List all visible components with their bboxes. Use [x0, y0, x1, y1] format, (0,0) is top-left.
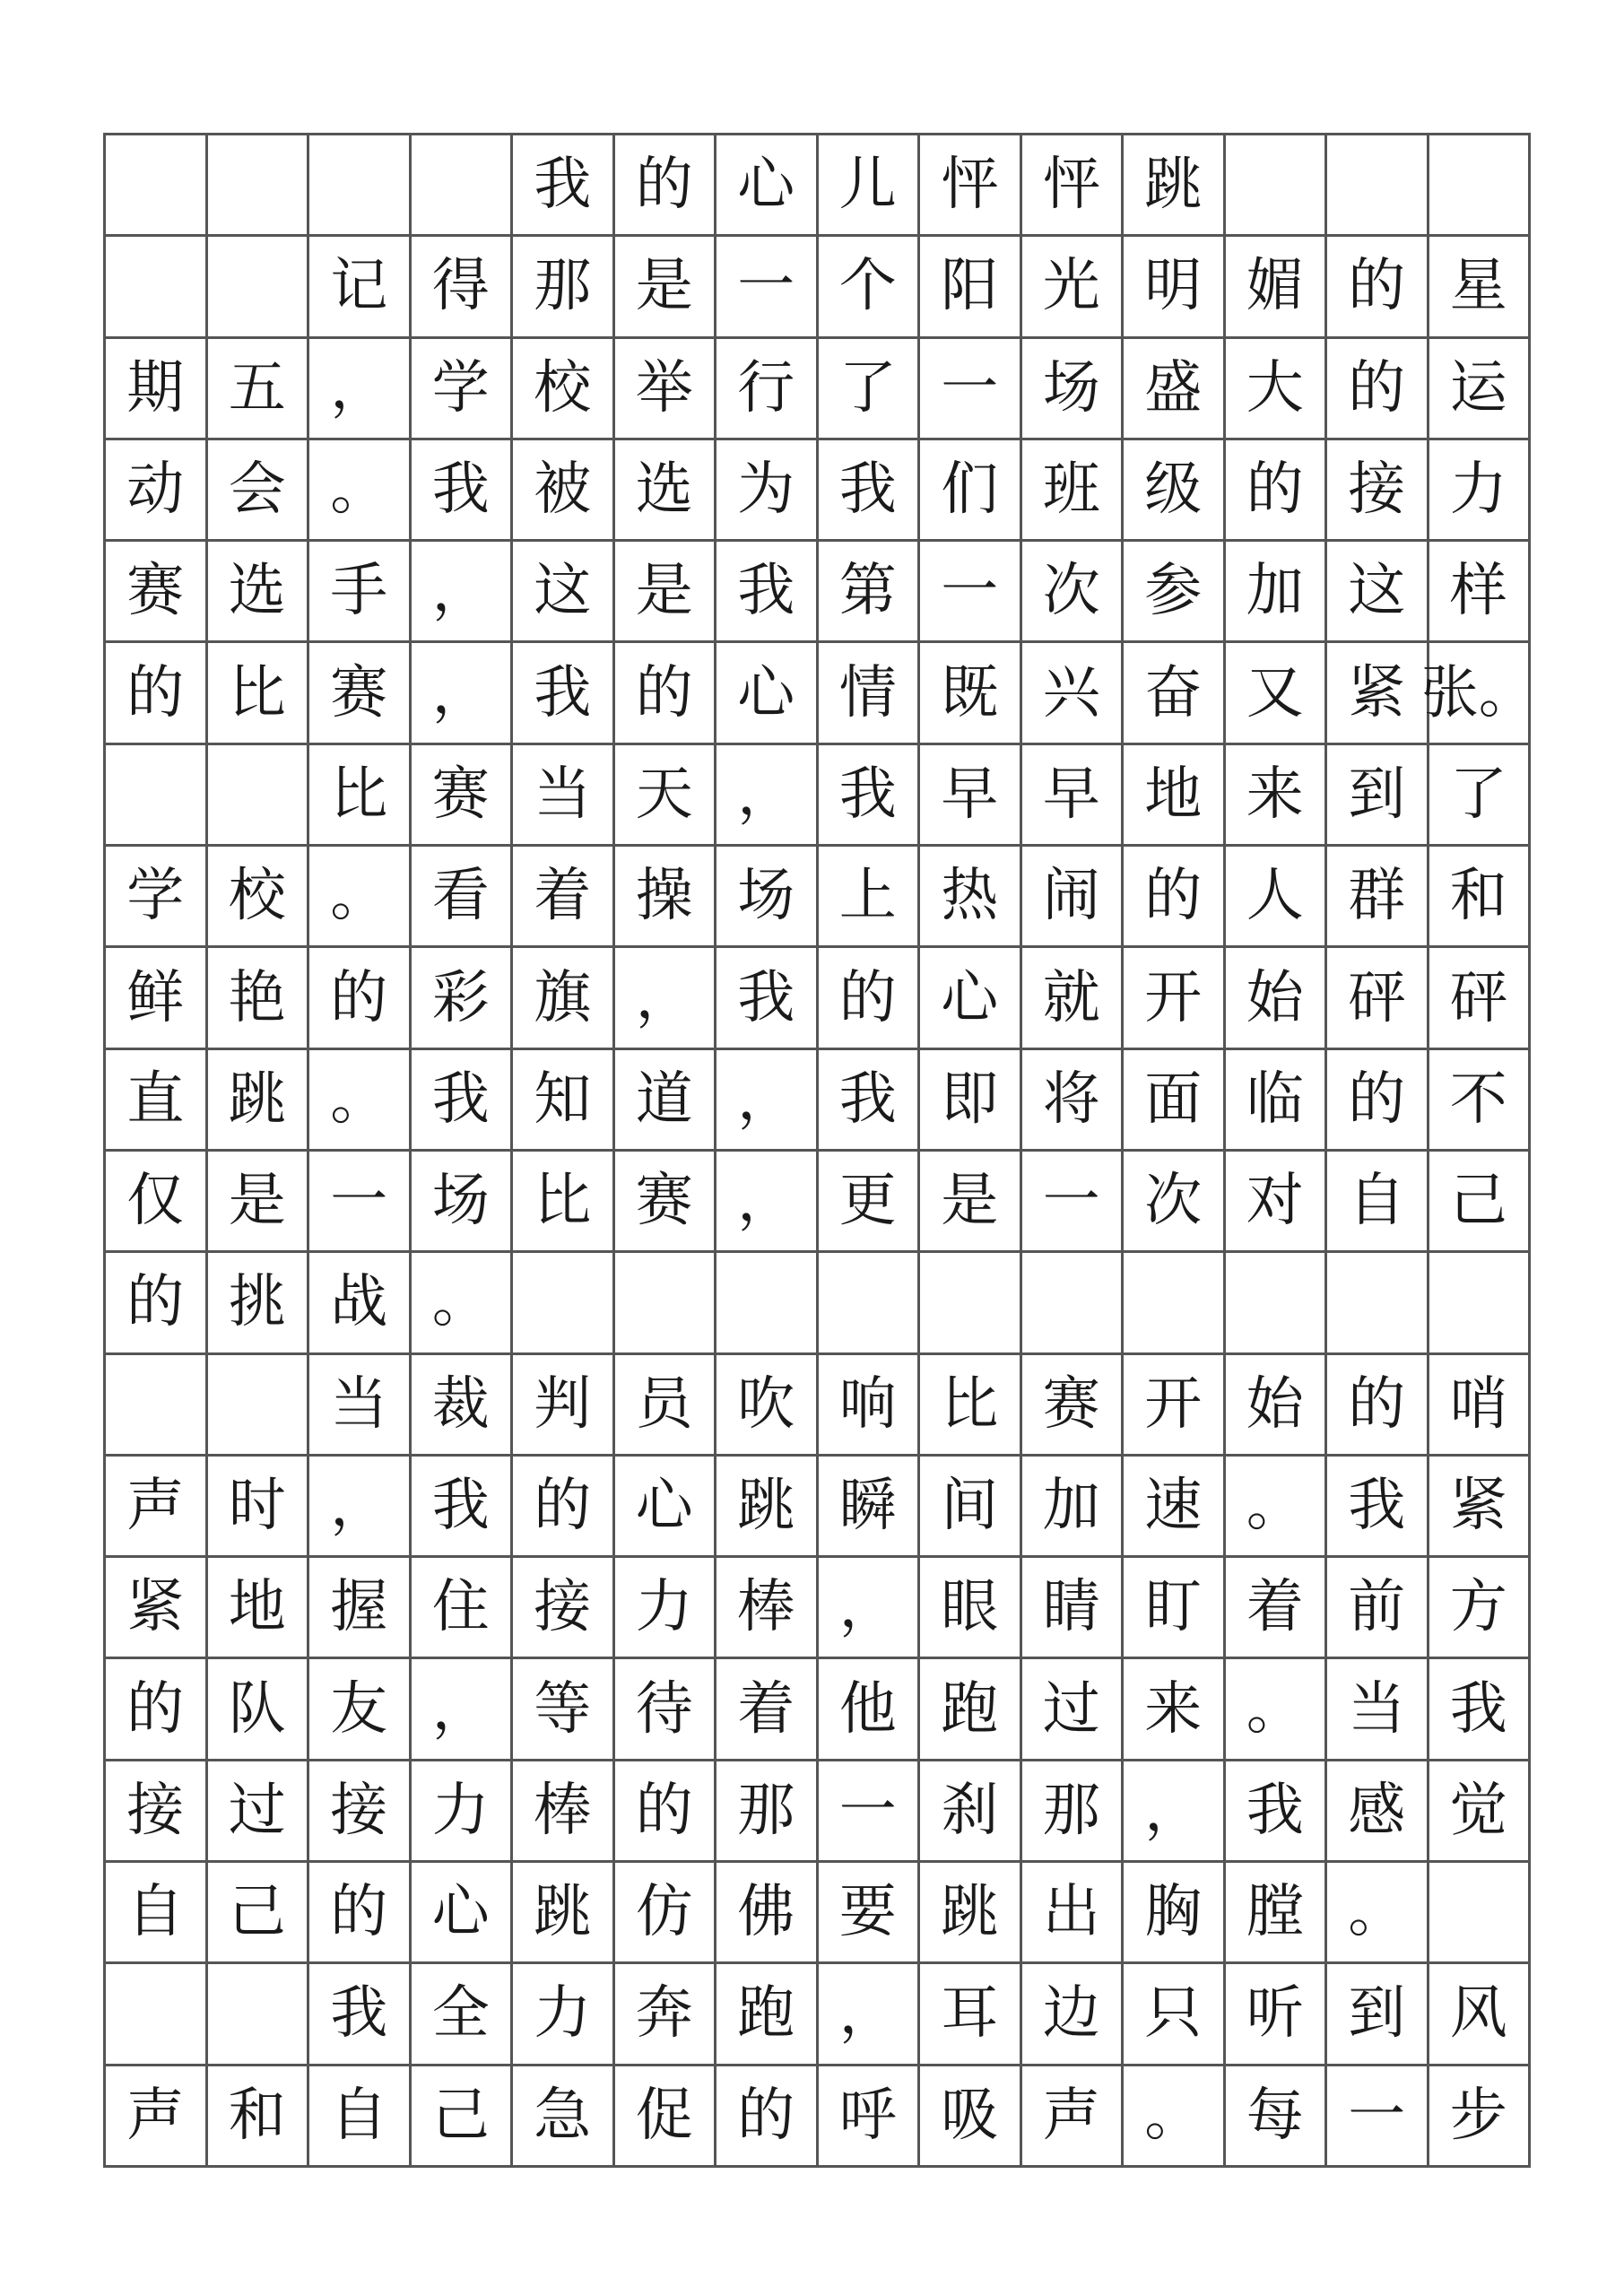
essay-character-cell: 队 — [208, 1659, 310, 1761]
essay-character-cell: 跳 — [208, 1050, 310, 1152]
essay-character-cell: 战 — [309, 1253, 412, 1354]
essay-character-cell: 一 — [716, 237, 819, 338]
essay-character-cell: 加 — [1022, 1457, 1125, 1558]
essay-character-cell: 住 — [412, 1558, 514, 1659]
essay-character-cell: 比 — [920, 1355, 1022, 1457]
essay-character-cell: 友 — [309, 1659, 412, 1761]
essay-character-cell: 的 — [1226, 440, 1328, 542]
essay-character-cell: 跳 — [513, 1863, 615, 1964]
essay-character-cell: 知 — [513, 1050, 615, 1152]
essay-character-cell: 奔 — [615, 1964, 717, 2066]
essay-character-cell: 时 — [208, 1457, 310, 1558]
essay-character-cell: 边 — [1022, 1964, 1125, 2066]
essay-character-cell: 直 — [106, 1050, 208, 1152]
essay-character-cell: 当 — [1327, 1659, 1429, 1761]
essay-character-cell: 员 — [615, 1355, 717, 1457]
essay-character-cell: 胸 — [1124, 1863, 1226, 1964]
essay-character-cell: 和 — [208, 2066, 310, 2168]
essay-character-cell — [1429, 1863, 1532, 1964]
essay-character-cell: ， — [716, 1050, 819, 1152]
essay-character-cell: 彩 — [412, 948, 514, 1049]
essay-character-cell: 自 — [1327, 1152, 1429, 1253]
essay-character-cell: ， — [819, 1964, 921, 2066]
essay-character-cell: 紧 — [1327, 643, 1429, 744]
essay-character-cell: 人 — [1226, 847, 1328, 948]
essay-character-cell: 。 — [1226, 1457, 1328, 1558]
title-character-cell: 怦 — [920, 135, 1022, 237]
essay-character-cell: 自 — [309, 2066, 412, 2168]
essay-character-cell: 的 — [513, 1457, 615, 1558]
essay-character-cell: 就 — [1022, 948, 1125, 1049]
essay-character-cell: 当 — [309, 1355, 412, 1457]
essay-character-cell: 听 — [1226, 1964, 1328, 2066]
essay-character-cell: 早 — [1022, 745, 1125, 847]
essay-character-cell: 闹 — [1022, 847, 1125, 948]
essay-character-cell: 急 — [513, 2066, 615, 2168]
essay-character-cell: 砰 — [1429, 948, 1532, 1049]
essay-character-cell: 得 — [412, 237, 514, 338]
essay-character-cell: 的 — [615, 643, 717, 744]
essay-character-cell: 热 — [920, 847, 1022, 948]
essay-character-cell: 场 — [1022, 339, 1125, 440]
essay-character-cell: 一 — [920, 542, 1022, 643]
essay-character-cell: 。 — [309, 847, 412, 948]
essay-character-cell: 比 — [513, 1152, 615, 1253]
essay-character-cell: 我 — [1327, 1457, 1429, 1558]
essay-character-cell: 上 — [819, 847, 921, 948]
essay-character-cell: 响 — [819, 1355, 921, 1457]
essay-character-cell: 明 — [1124, 237, 1226, 338]
essay-character-cell: 全 — [412, 1964, 514, 2066]
essay-character-cell: 这 — [513, 542, 615, 643]
essay-character-cell: 心 — [716, 643, 819, 744]
essay-character-cell: 棒 — [716, 1558, 819, 1659]
essay-character-cell: 兴 — [1022, 643, 1125, 744]
essay-character-cell: 瞬 — [819, 1457, 921, 1558]
essay-character-cell: ， — [819, 1558, 921, 1659]
essay-character-cell: 接 — [513, 1558, 615, 1659]
essay-character-cell: 要 — [819, 1863, 921, 1964]
essay-character-cell — [208, 745, 310, 847]
essay-character-cell: 跑 — [716, 1964, 819, 2066]
essay-character-cell: 步 — [1429, 2066, 1532, 2168]
essay-character-cell: 早 — [920, 745, 1022, 847]
essay-character-cell — [615, 1253, 717, 1354]
essay-character-cell — [1226, 1253, 1328, 1354]
essay-character-cell: 奋 — [1124, 643, 1226, 744]
essay-character-cell: 参 — [1124, 542, 1226, 643]
composition-grid-paper — [103, 133, 1536, 2168]
essay-character-cell: 我 — [309, 1964, 412, 2066]
essay-character-cell: 风 — [1429, 1964, 1532, 2066]
essay-character-cell: 声 — [106, 1457, 208, 1558]
essay-character-cell: 力 — [513, 1964, 615, 2066]
essay-character-cell: 看 — [412, 847, 514, 948]
essay-character-cell: 心 — [615, 1457, 717, 1558]
essay-character-cell: 五 — [208, 339, 310, 440]
essay-character-cell: 哨 — [1429, 1355, 1532, 1457]
essay-character-cell: 又 — [1226, 643, 1328, 744]
essay-character-cell: 是 — [615, 237, 717, 338]
essay-character-cell: 级 — [1124, 440, 1226, 542]
essay-character-cell: 的 — [1327, 1050, 1429, 1152]
essay-character-cell: 我 — [1429, 1659, 1532, 1761]
essay-character-cell: 自 — [106, 1863, 208, 1964]
essay-character-cell: 赛 — [106, 542, 208, 643]
essay-character-cell: 当 — [513, 745, 615, 847]
essay-character-cell: 第 — [819, 542, 921, 643]
essay-character-cell: 一 — [819, 1761, 921, 1863]
essay-character-cell: 。 — [1124, 2066, 1226, 2168]
essay-character-cell: 赛 — [615, 1152, 717, 1253]
essay-character-cell: 仿 — [615, 1863, 717, 1964]
essay-character-cell: 只 — [1124, 1964, 1226, 2066]
essay-character-cell: 场 — [412, 1152, 514, 1253]
essay-character-cell: 的 — [106, 1659, 208, 1761]
essay-character-cell: 前 — [1327, 1558, 1429, 1659]
essay-character-cell: 吹 — [716, 1355, 819, 1457]
essay-character-cell — [1022, 1253, 1125, 1354]
essay-character-cell: 每 — [1226, 2066, 1328, 2168]
essay-character-cell: 速 — [1124, 1457, 1226, 1558]
essay-character-cell: 盛 — [1124, 339, 1226, 440]
essay-character-cell: 我 — [412, 1050, 514, 1152]
essay-character-cell: 动 — [106, 440, 208, 542]
title-character-cell: 儿 — [819, 135, 921, 237]
essay-character-cell: 的 — [1327, 1355, 1429, 1457]
essay-character-cell: 耳 — [920, 1964, 1022, 2066]
essay-character-cell: 我 — [513, 643, 615, 744]
essay-character-cell: 到 — [1327, 1964, 1429, 2066]
title-character-cell — [412, 135, 514, 237]
essay-character-cell: 盯 — [1124, 1558, 1226, 1659]
essay-character-cell: 一 — [1327, 2066, 1429, 2168]
title-character-cell: 怦 — [1022, 135, 1125, 237]
essay-character-cell: 会 — [208, 440, 310, 542]
essay-character-cell — [208, 1355, 310, 1457]
essay-character-cell: ， — [716, 745, 819, 847]
essay-character-cell: 。 — [1226, 1659, 1328, 1761]
essay-character-cell — [1124, 1253, 1226, 1354]
essay-character-cell: 大 — [1226, 339, 1328, 440]
essay-character-cell: 声 — [106, 2066, 208, 2168]
essay-character-cell: 手 — [309, 542, 412, 643]
essay-character-cell: 跑 — [920, 1659, 1022, 1761]
essay-character-cell: 选 — [208, 542, 310, 643]
essay-character-cell: 方 — [1429, 1558, 1532, 1659]
essay-character-cell: 比 — [309, 745, 412, 847]
essay-character-cell: 一 — [920, 339, 1022, 440]
essay-character-cell: 了 — [1429, 745, 1532, 847]
title-character-cell — [309, 135, 412, 237]
essay-character-cell: 着 — [1226, 1558, 1328, 1659]
essay-character-cell: 是 — [208, 1152, 310, 1253]
essay-character-cell: ， — [615, 948, 717, 1049]
essay-character-cell: 跳 — [716, 1457, 819, 1558]
essay-character-cell: 记 — [309, 237, 412, 338]
essay-character-cell: 鲜 — [106, 948, 208, 1049]
essay-character-cell: 呼 — [819, 2066, 921, 2168]
essay-character-cell: 促 — [615, 2066, 717, 2168]
essay-character-cell: 己 — [412, 2066, 514, 2168]
essay-character-cell: 次 — [1124, 1152, 1226, 1253]
essay-character-cell — [1429, 1253, 1532, 1354]
essay-character-cell: 力 — [412, 1761, 514, 1863]
essay-character-cell: 们 — [920, 440, 1022, 542]
essay-character-cell: 来 — [1124, 1659, 1226, 1761]
essay-character-cell: ， — [309, 1457, 412, 1558]
essay-character-cell: 情 — [819, 643, 921, 744]
essay-character-cell: 阳 — [920, 237, 1022, 338]
essay-character-cell: 这 — [1327, 542, 1429, 643]
essay-character-cell: 地 — [208, 1558, 310, 1659]
essay-character-cell: 道 — [615, 1050, 717, 1152]
essay-character-cell: 我 — [412, 440, 514, 542]
essay-character-cell: 。 — [309, 440, 412, 542]
essay-character-cell: 声 — [1022, 2066, 1125, 2168]
title-character-cell — [208, 135, 310, 237]
essay-character-cell: 张。 — [1429, 643, 1532, 744]
essay-character-cell: 不 — [1429, 1050, 1532, 1152]
essay-character-cell — [106, 745, 208, 847]
essay-character-cell: 即 — [920, 1050, 1022, 1152]
essay-character-cell: 选 — [615, 440, 717, 542]
essay-character-cell: 期 — [106, 339, 208, 440]
essay-character-cell: 那 — [1022, 1761, 1125, 1863]
essay-character-cell: 赛 — [309, 643, 412, 744]
essay-character-cell: 天 — [615, 745, 717, 847]
essay-character-cell: 为 — [716, 440, 819, 542]
essay-character-cell: 。 — [309, 1050, 412, 1152]
essay-character-cell: 等 — [513, 1659, 615, 1761]
essay-character-cell: 心 — [920, 948, 1022, 1049]
essay-character-cell: 接 — [1327, 440, 1429, 542]
essay-character-cell: 对 — [1226, 1152, 1328, 1253]
essay-character-cell — [106, 237, 208, 338]
essay-character-cell: 举 — [615, 339, 717, 440]
essay-character-cell: 班 — [1022, 440, 1125, 542]
essay-character-cell: 判 — [513, 1355, 615, 1457]
title-character-cell — [1429, 135, 1532, 237]
essay-character-cell: 出 — [1022, 1863, 1125, 1964]
essay-character-cell: 的 — [1124, 847, 1226, 948]
essay-character-cell: 着 — [716, 1659, 819, 1761]
essay-character-cell: ， — [309, 339, 412, 440]
essay-character-cell: 的 — [1327, 339, 1429, 440]
title-character-cell: 心 — [716, 135, 819, 237]
essay-character-cell: 待 — [615, 1659, 717, 1761]
essay-character-cell: 接 — [106, 1761, 208, 1863]
essay-character-cell: 一 — [1022, 1152, 1125, 1253]
essay-character-cell: 的 — [106, 643, 208, 744]
essay-character-cell: 艳 — [208, 948, 310, 1049]
essay-character-cell: 是 — [615, 542, 717, 643]
essay-character-cell: 次 — [1022, 542, 1125, 643]
essay-character-cell: 着 — [513, 847, 615, 948]
essay-character-cell: 的 — [716, 2066, 819, 2168]
essay-character-cell: 媚 — [1226, 237, 1328, 338]
essay-character-cell: 被 — [513, 440, 615, 542]
essay-character-cell: 开 — [1124, 948, 1226, 1049]
essay-character-cell: 砰 — [1327, 948, 1429, 1049]
essay-character-cell: 我 — [716, 948, 819, 1049]
essay-character-cell: 个 — [819, 237, 921, 338]
essay-character-cell: 佛 — [716, 1863, 819, 1964]
essay-character-cell: 感 — [1327, 1761, 1429, 1863]
essay-character-cell: 间 — [920, 1457, 1022, 1558]
essay-character-cell: 赛 — [412, 745, 514, 847]
essay-character-cell: 旗 — [513, 948, 615, 1049]
essay-character-cell: 过 — [1022, 1659, 1125, 1761]
essay-character-cell: 我 — [412, 1457, 514, 1558]
essay-character-cell: 那 — [513, 237, 615, 338]
essay-character-cell: 的 — [615, 1761, 717, 1863]
essay-character-cell: 一 — [309, 1152, 412, 1253]
essay-character-cell: 临 — [1226, 1050, 1328, 1152]
essay-character-cell: 己 — [208, 1863, 310, 1964]
essay-character-cell: 觉 — [1429, 1761, 1532, 1863]
essay-character-cell: 的 — [1327, 237, 1429, 338]
essay-character-cell: 那 — [716, 1761, 819, 1863]
essay-character-cell: 紧 — [1429, 1457, 1532, 1558]
essay-character-cell: 将 — [1022, 1050, 1125, 1152]
essay-character-cell: 加 — [1226, 542, 1328, 643]
essay-character-cell: 场 — [716, 847, 819, 948]
essay-character-cell: 样 — [1429, 542, 1532, 643]
essay-character-cell: 到 — [1327, 745, 1429, 847]
essay-character-cell: ， — [412, 1659, 514, 1761]
title-character-cell: 跳 — [1124, 135, 1226, 237]
essay-character-cell: 我 — [716, 542, 819, 643]
essay-character-cell: 的 — [309, 1863, 412, 1964]
essay-character-cell: 校 — [208, 847, 310, 948]
essay-character-cell: 比 — [208, 643, 310, 744]
title-character-cell — [1327, 135, 1429, 237]
essay-character-cell — [106, 1355, 208, 1457]
essay-character-cell: 刹 — [920, 1761, 1022, 1863]
essay-character-cell: 赛 — [1022, 1355, 1125, 1457]
essay-character-cell: 操 — [615, 847, 717, 948]
essay-character-cell: 力 — [615, 1558, 717, 1659]
essay-character-cell: 膛 — [1226, 1863, 1328, 1964]
essay-character-cell: 睛 — [1022, 1558, 1125, 1659]
essay-character-cell: 我 — [819, 745, 921, 847]
essay-character-cell: 面 — [1124, 1050, 1226, 1152]
essay-character-cell: 更 — [819, 1152, 921, 1253]
essay-character-cell: 仅 — [106, 1152, 208, 1253]
essay-character-cell: ， — [412, 643, 514, 744]
essay-character-cell: 学 — [106, 847, 208, 948]
essay-character-cell: 己 — [1429, 1152, 1532, 1253]
essay-character-cell: ， — [716, 1152, 819, 1253]
essay-character-cell: 了 — [819, 339, 921, 440]
essay-character-cell: 他 — [819, 1659, 921, 1761]
essay-character-cell: 群 — [1327, 847, 1429, 948]
essay-character-cell: 我 — [1226, 1761, 1328, 1863]
essay-character-cell: 校 — [513, 339, 615, 440]
title-character-cell: 我 — [513, 135, 615, 237]
essay-character-cell: ， — [1124, 1761, 1226, 1863]
essay-character-cell: 心 — [412, 1863, 514, 1964]
essay-character-cell: 行 — [716, 339, 819, 440]
essay-character-cell — [513, 1253, 615, 1354]
essay-character-cell: 既 — [920, 643, 1022, 744]
essay-character-cell: 。 — [1327, 1863, 1429, 1964]
essay-character-cell: 和 — [1429, 847, 1532, 948]
essay-character-cell: 。 — [412, 1253, 514, 1354]
essay-character-cell: 紧 — [106, 1558, 208, 1659]
title-character-cell: 的 — [615, 135, 717, 237]
essay-character-cell: 挑 — [208, 1253, 310, 1354]
essay-character-cell: 过 — [208, 1761, 310, 1863]
essay-character-cell: 跳 — [920, 1863, 1022, 1964]
essay-character-cell: 是 — [920, 1152, 1022, 1253]
essay-character-cell — [1327, 1253, 1429, 1354]
essay-character-cell — [716, 1253, 819, 1354]
essay-character-cell: 运 — [1429, 339, 1532, 440]
essay-character-cell: 接 — [309, 1761, 412, 1863]
essay-character-cell: 握 — [309, 1558, 412, 1659]
essay-character-cell — [920, 1253, 1022, 1354]
essay-character-cell: 的 — [106, 1253, 208, 1354]
essay-character-cell — [819, 1253, 921, 1354]
essay-character-cell: 开 — [1124, 1355, 1226, 1457]
title-character-cell — [1226, 135, 1328, 237]
essay-character-cell: 裁 — [412, 1355, 514, 1457]
essay-character-cell: 学 — [412, 339, 514, 440]
essay-character-cell: 地 — [1124, 745, 1226, 847]
essay-character-cell: 我 — [819, 440, 921, 542]
essay-character-cell: 眼 — [920, 1558, 1022, 1659]
title-character-cell — [106, 135, 208, 237]
essay-character-cell: 始 — [1226, 948, 1328, 1049]
essay-character-cell: ， — [412, 542, 514, 643]
essay-character-cell: 始 — [1226, 1355, 1328, 1457]
essay-character-cell: 的 — [819, 948, 921, 1049]
essay-character-cell: 来 — [1226, 745, 1328, 847]
essay-character-cell: 我 — [819, 1050, 921, 1152]
essay-character-cell: 吸 — [920, 2066, 1022, 2168]
essay-character-cell — [208, 237, 310, 338]
essay-character-cell: 力 — [1429, 440, 1532, 542]
essay-character-cell: 光 — [1022, 237, 1125, 338]
essay-character-cell — [106, 1964, 208, 2066]
essay-character-cell — [208, 1964, 310, 2066]
essay-character-cell: 棒 — [513, 1761, 615, 1863]
essay-character-cell: 的 — [309, 948, 412, 1049]
essay-character-cell: 星 — [1429, 237, 1532, 338]
